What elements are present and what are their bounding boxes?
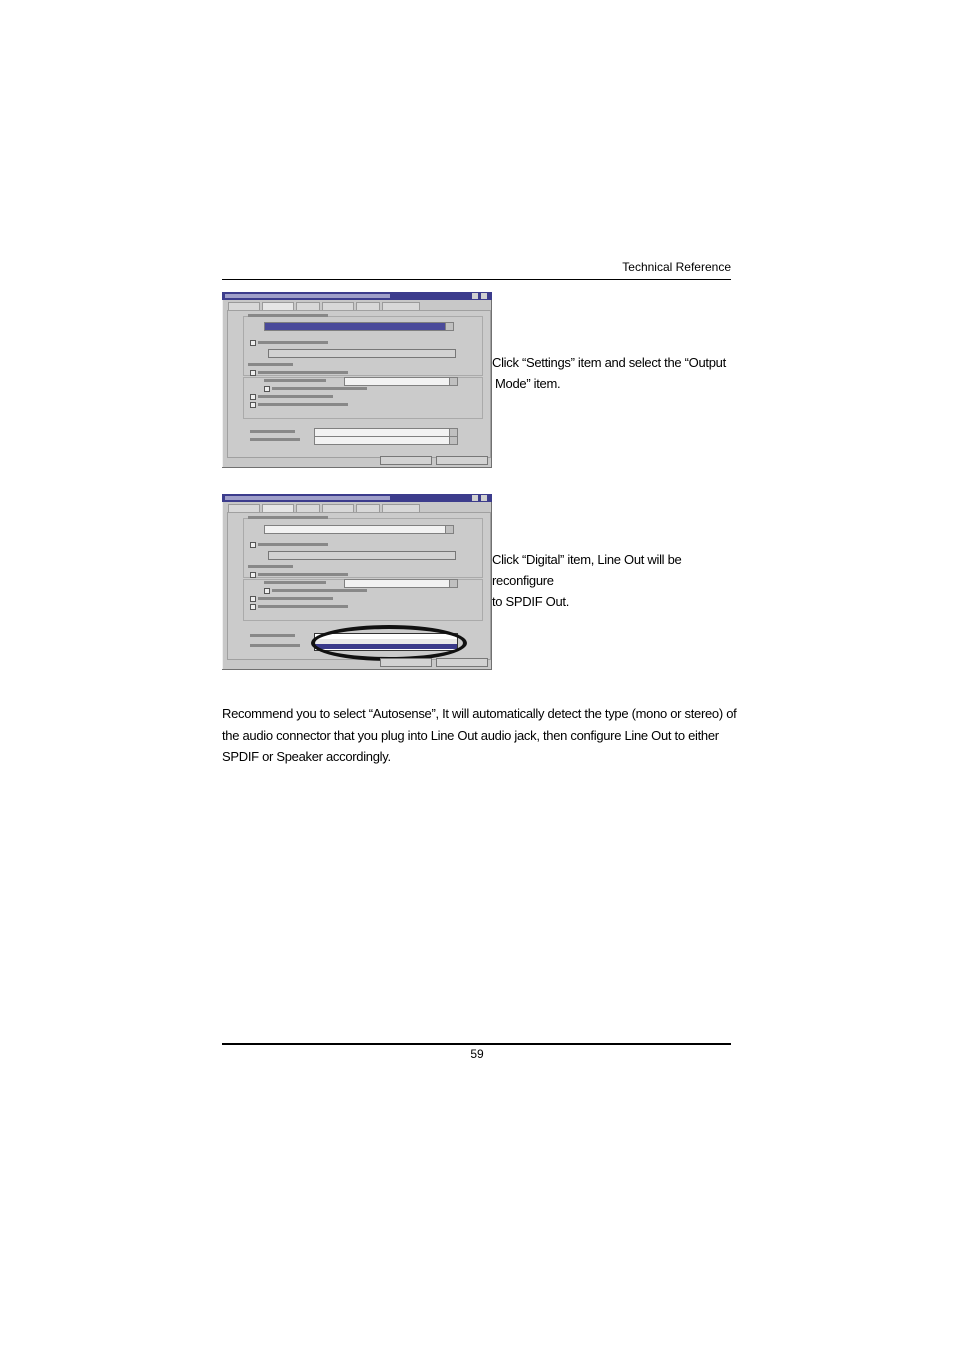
tab-general	[228, 302, 260, 310]
close-icon	[481, 495, 487, 501]
tab-resources	[382, 302, 420, 310]
mpu-output-combo	[344, 579, 458, 588]
dialog-title-bar	[222, 292, 492, 300]
checkbox-icon	[250, 394, 256, 400]
tab-driver	[356, 302, 380, 310]
dialog-title-bar	[222, 494, 492, 502]
option-label-blur	[258, 341, 328, 344]
paragraph-line: SPDIF or Speaker accordingly.	[222, 749, 391, 764]
option-label-blur	[264, 581, 326, 584]
highlight-ellipse	[311, 625, 467, 661]
group-label-blur	[248, 565, 293, 568]
midi-synth-combo	[264, 322, 454, 331]
option-label-blur	[258, 371, 348, 374]
mpu-output-combo	[344, 377, 458, 386]
midi-synth-combo	[264, 525, 454, 534]
checkbox-icon	[250, 542, 256, 548]
header-rule	[222, 279, 731, 280]
option-label-blur	[258, 605, 348, 608]
checkbox-icon	[250, 370, 256, 376]
checkbox-icon	[250, 604, 256, 610]
cancel-button	[436, 456, 488, 465]
option-label-blur	[272, 387, 367, 390]
tab-settings	[262, 302, 294, 310]
group-label-blur	[248, 516, 328, 519]
tab-general	[228, 504, 260, 512]
add-soundfont-button	[268, 551, 456, 560]
spdif-output-combo	[314, 436, 458, 445]
option-label-blur	[258, 395, 333, 398]
checkbox-icon	[264, 588, 270, 594]
option-label-blur	[258, 403, 348, 406]
checkbox-icon	[250, 402, 256, 408]
group-label-blur	[248, 314, 328, 317]
tab-about	[296, 504, 320, 512]
footer-rule	[222, 1043, 731, 1045]
settings-dialog-screenshot	[222, 292, 492, 468]
output-mode-label-blur	[250, 634, 295, 637]
paragraph-line: the audio connector that you plug into Line Out audio jack, then configure Line Out to either	[222, 727, 719, 743]
autosense-paragraph	[222, 703, 737, 768]
settings-caption	[492, 352, 737, 394]
dialog-title-text-blur	[225, 294, 390, 298]
checkbox-icon	[250, 340, 256, 346]
checkbox-icon	[250, 596, 256, 602]
help-button-icon	[472, 293, 478, 299]
option-label-blur	[258, 597, 333, 600]
option-label-blur	[258, 573, 348, 576]
ok-button	[380, 658, 432, 667]
dialog-title-text-blur	[225, 496, 390, 500]
running-header: Technical Reference	[622, 260, 731, 274]
spdif-output-label-blur	[250, 438, 300, 441]
caption-line: to SPDIF Out.	[492, 594, 570, 609]
option-label-blur	[258, 543, 328, 546]
tab-resources	[382, 504, 420, 512]
dialog-tabs	[228, 302, 420, 310]
tab-3d-audio	[322, 302, 354, 310]
option-label-blur	[272, 589, 367, 592]
ok-button	[380, 456, 432, 465]
checkbox-icon	[250, 572, 256, 578]
spdif-output-label-blur	[250, 644, 300, 647]
option-label-blur	[264, 379, 326, 382]
caption-line: Click “Digital” item, Line Out will be reconfigure	[492, 552, 682, 588]
dialog-tabs	[228, 504, 420, 512]
help-button-icon	[472, 495, 478, 501]
tab-about	[296, 302, 320, 310]
checkbox-icon	[264, 386, 270, 392]
digital-caption	[492, 549, 737, 612]
digital-dialog-screenshot	[222, 494, 492, 670]
tab-driver	[356, 504, 380, 512]
caption-line: Mode” item.	[495, 376, 561, 391]
settings-panel	[227, 310, 491, 458]
add-soundfont-button	[268, 349, 456, 358]
close-icon	[481, 293, 487, 299]
cancel-button	[436, 658, 488, 667]
output-mode-label-blur	[250, 430, 295, 433]
tab-3d-audio	[322, 504, 354, 512]
paragraph-line: Recommend you to select “Autosense”, It will automatically detect the type (mono or stereo) of	[222, 706, 737, 721]
group-label-blur	[248, 363, 293, 366]
page-number: 59	[470, 1047, 484, 1061]
tab-settings	[262, 504, 294, 512]
caption-line: Click “Settings” item and select the “Output	[492, 355, 726, 370]
